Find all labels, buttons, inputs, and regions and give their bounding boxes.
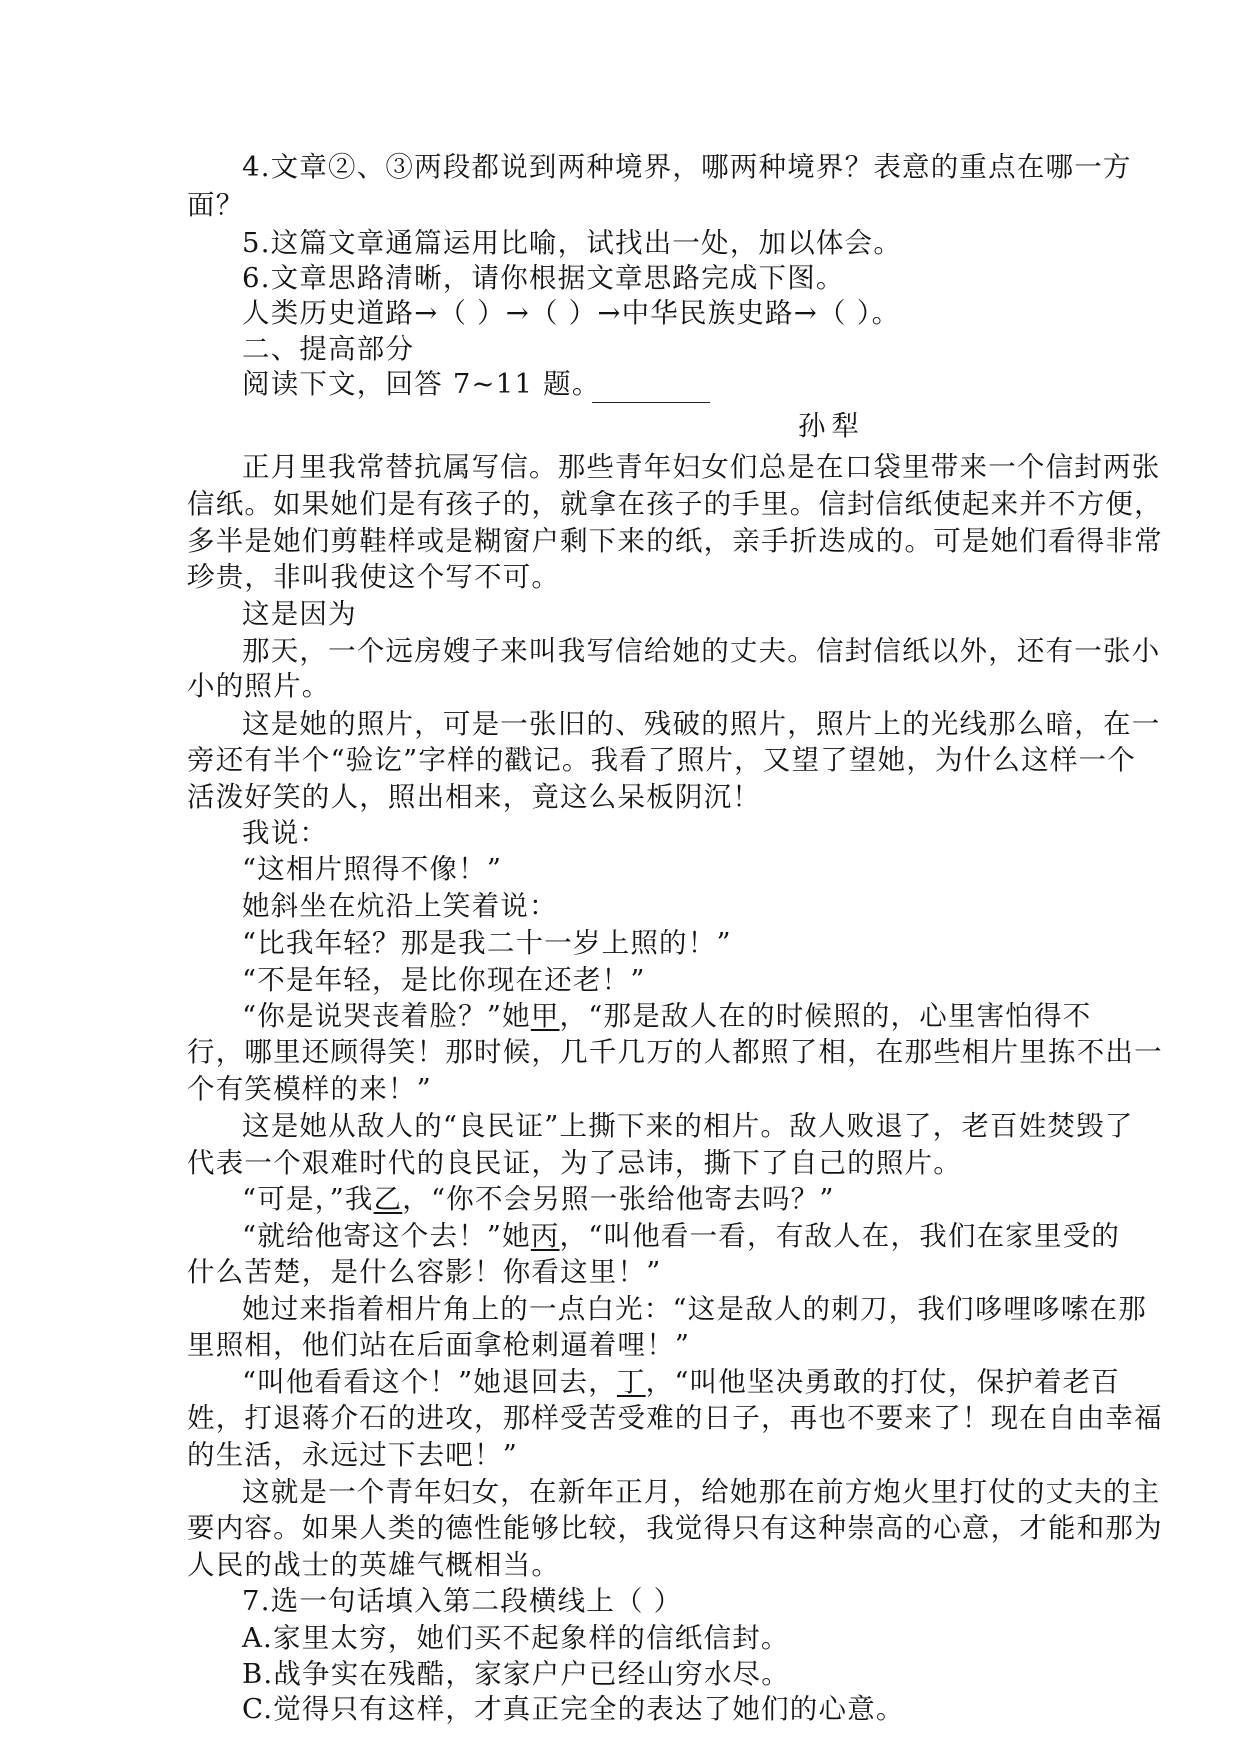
paragraph-1-line1: 正月里我常替抗属写信。那些青年妇女们总是在口袋里带来一个信封两张 (242, 451, 1161, 483)
p15-text-b: ，“叫他坚决勇敢的打仗，保护着老百 (645, 1366, 1121, 1398)
question-7-option-b: B.战争实在残酷，家家户户已经山穷水尽。 (242, 1658, 790, 1690)
paragraph-1-line4: 珍贵，非叫我使这个写不可。 (187, 561, 561, 593)
paragraph-10-line1 (242, 997, 1091, 1035)
paragraph-6: “这相片照得不像！” (242, 853, 503, 885)
paragraph-4-line3: 活泼好笑的人，照出相来，竟这么呆板阴沉！ (187, 781, 761, 813)
reading-instruction: 阅读下文，回答 7~11 题。 (242, 368, 601, 400)
paragraph-8: “比我年轻？那是我二十一岁上照的！” (242, 927, 732, 959)
blank-bing: 丙 (530, 1220, 560, 1252)
paragraph-15-line1 (242, 1363, 1120, 1401)
p12-text-b: ，“你不会另照一张给他寄去吗？” (402, 1183, 835, 1215)
question-7-option-a: A.家里太穷，她们买不起象样的信纸信封。 (242, 1622, 790, 1654)
paragraph-11-line2: 代表一个艰难时代的良民证，为了忌讳，撕下了自己的照片。 (187, 1147, 962, 1179)
paragraph-11-line1: 这是她从敌人的“良民证”上撕下来的相片。敌人败退了，老百姓焚毁了 (242, 1110, 1134, 1142)
question-6: 6.文章思路清晰，请你根据文章思路完成下图。 (242, 262, 845, 294)
paragraph-16-line2: 要内容。如果人类的德性能够比较，我觉得只有这种崇高的心意，才能和那为 (187, 1512, 1163, 1544)
blank-jia: 甲 (530, 1000, 560, 1032)
blank-ding: 丁 (616, 1366, 646, 1398)
paragraph-12 (242, 1180, 835, 1218)
question-6-flow: 人类历史道路→（ ）→（ ）→中华民族史路→（ ）。 (242, 297, 901, 329)
paragraph-15-line3: 的生活，永远过下去吧！” (187, 1439, 518, 1471)
question-5: 5.这篇文章通篇运用比喻，试找出一处，加以体会。 (242, 227, 903, 259)
p13-text-b: ，“叫他看一看，有敌人在，我们在家里受的 (559, 1220, 1121, 1252)
question-7-stem: 7.选一句话填入第二段横线上（ ） (242, 1585, 683, 1617)
paragraph-4-line2: 旁还有半个“验讫”字样的戳记。我看了照片，又望了望她，为什么这样一个 (187, 744, 1136, 776)
paragraph-13-line2: 什么苦楚，是什么容影！你看这里！” (187, 1256, 662, 1288)
paragraph-14-line1: 她过来指着相片角上的一点白光：“这是敌人的刺刀，我们哆哩哆嗦在那 (242, 1293, 1147, 1325)
paragraph-9: “不是年轻，是比你现在还老！” (242, 964, 646, 996)
paragraph-5: 我说： (242, 817, 329, 849)
paragraph-1-line2: 信纸。如果她们是有孩子的，就拿在孩子的手里。信封信纸使起来并不方便， (187, 488, 1163, 520)
p10-text-b: ，“那是敌人在的时候照的，心里害怕得不 (559, 1000, 1092, 1032)
paragraph-16-line1: 这就是一个青年妇女，在新年正月，给她那在前方炮火里打仗的丈夫的主 (242, 1476, 1161, 1508)
question-7-option-c: C.觉得只有这样，才真正完全的表达了她们的心意。 (242, 1693, 905, 1725)
paragraph-10-line3: 个有笑模样的来！” (187, 1073, 432, 1105)
paragraph-16-line3: 人民的战士的英雄气概相当。 (187, 1549, 561, 1581)
author-name: 孙犁 (798, 410, 865, 442)
paragraph-13-line1 (242, 1217, 1120, 1255)
p13-text-a: “就给他寄这个去！”她 (242, 1220, 531, 1252)
blank-yi: 乙 (373, 1183, 403, 1215)
paragraph-3-line1: 那天，一个远房嫂子来叫我写信给她的丈夫。信封信纸以外，还有一张小 (242, 635, 1161, 667)
title-blank-line (592, 402, 710, 403)
paragraph-10-line2: 行，哪里还顾得笑！那时候，几千几万的人都照了相，在那些相片里拣不出一 (187, 1036, 1163, 1068)
paragraph-7: 她斜坐在炕沿上笑着说： (242, 890, 558, 922)
paragraph-1-line3: 多半是她们剪鞋样或是糊窗户剩下来的纸，亲手折迭成的。可是她们看得非常 (187, 525, 1163, 557)
paragraph-15-line2: 姓，打退蒋介石的进攻，那样受苦受难的日子，再也不要来了！现在自由幸福 (187, 1402, 1163, 1434)
p12-text-a: “可是，”我 (242, 1183, 374, 1215)
p10-text-a: “你是说哭丧着脸？”她 (242, 1000, 531, 1032)
section-heading: 二、提高部分 (242, 333, 415, 365)
question-4-line2: 面？ (187, 189, 245, 221)
paragraph-2: 这是因为 (242, 598, 357, 630)
paragraph-14-line2: 里照相，他们站在后面拿枪刺逼着哩！” (187, 1329, 691, 1361)
question-4-line1: 4.文章②、③两段都说到两种境界，哪两种境界？表意的重点在哪一方 (242, 151, 1132, 183)
paragraph-3-line2: 小的照片。 (187, 670, 331, 702)
p15-text-a: “叫他看看这个！”她退回去， (242, 1366, 617, 1398)
paragraph-4-line1: 这是她的照片，可是一张旧的、残破的照片，照片上的光线那么暗，在一 (242, 708, 1161, 740)
